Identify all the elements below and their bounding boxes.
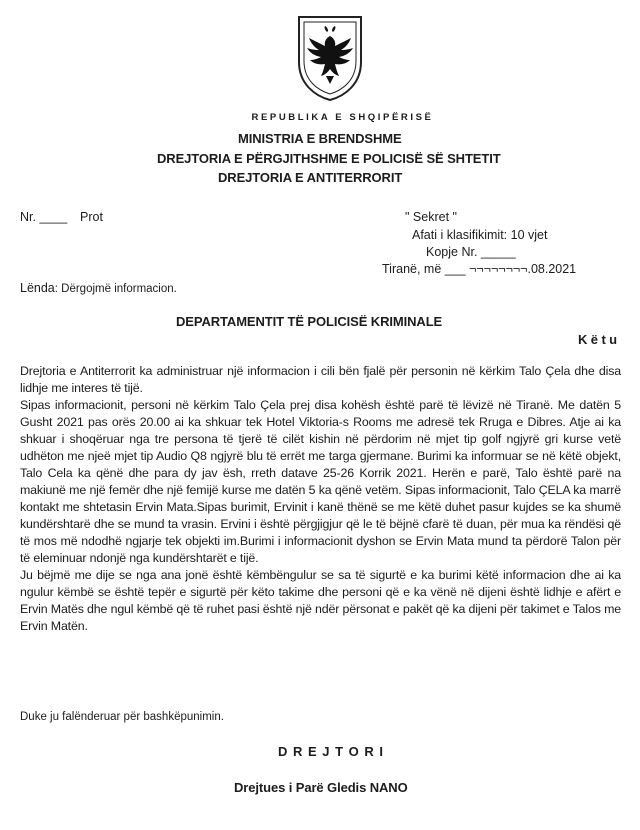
place-date: Tiranë, më ___ ¬¬¬¬¬¬¬¬.08.2021 [382,262,577,276]
signatory-name: Drejtues i Parë Gledis NANO [234,780,408,795]
reference-number: Nr. ____ [20,210,68,224]
letter-body [20,363,621,635]
body-paragraph-2: Sipas informacionit, personi në kërkim Talo Çela prej disa kohësh është parë të lëvizë në Tiranë. Me datën 5 Gusht 2021 pas orës 20.00 ai ka shkuar tek Hotel Viktoria-s Rooms me adresë tek Rruga e Dibres. Atje ai ka shkuar i shoqëruar nga tre persona të tjerë të cilët kishin në përdorim në mjet tip golf ngjyrë gri kurse vetë udhëton me njeë mjet tip Audio Q8 ngjyrë blu të errët me targa gjermane. Burimi ka informuar se në këtë objekt, Talo Cela ka qënë dhe para dy jav ësh, rreth datave 25-26 Korrik 2021. Herën e parë, Talo është parë na makiunë me një femër dhe një femijë kurse me datën 5 ka qënë vetëm. Sipas informacionit, Talo ÇELA ka marrë kontakt me shtetasin Ervin Mata.Sipas burimit, Ervinit i kanë thënë se me këtë duhet pasur kujdes se ka shumë kundërshtarë dhe se mund ta vrasin. Ervini i është përgjigjur që le të bëjnë cfarë të duan, për mua ka rëndësi që të mos më ndodhë ngjarje tek objekti im.Burimi i informacionit dyshon se Ervin Mata mund ta përdorë Talon për të eleminuar ndonjë nga kundërshtarët e tijë. [20,398,621,565]
directorate-name: DREJTORIA E ANTITERRORIT [218,170,403,185]
recipient-department: DEPARTAMENTIT TË POLICISË KRIMINALE [176,314,443,329]
closing-thanks: Duke ju falënderuar për bashkëpunimin. [20,711,224,723]
subject-line [20,279,177,297]
coat-of-arms-emblem [295,14,365,102]
copy-number: Kopje Nr. _____ [426,245,516,259]
subject-text: : Dërgojmë informacion. [54,283,177,295]
recipient-location: K ë t u [578,332,618,347]
classification-term: Afati i klasifikimit: 10 vjet [412,228,548,242]
ministry-name: MINISTRIA E BRENDSHME [238,131,402,146]
signature-title: D R E J T O R I [278,744,385,759]
body-paragraph-1: Drejtoria e Antiterrorit ka administruar një informacion i cili bën fjalë për personin në kërkim Talo Çela dhe disa lidhje me interes të tijë. [20,364,621,395]
subject-label: Lënda [20,281,55,295]
body-paragraph-3: Ju bëjmë me dije se nga ana jonë është këmbëngulur se sa të sigurtë e ka burimi këtë informacion dhe ai ka ngulur këmbë se është tepër e sigurtë për këto takime dhe personi që e ka vënë në dijeni është lidhje e afërt e Ervin Matës dhe ngul këmbë që të ruhet pasi është një ndër përsonat e pakët që ka dijeni për takimet e Talos me Ervin Matën. [20,568,621,633]
protocol-label: Prot [80,210,103,224]
classification-label: " Sekret " [405,210,457,224]
directorate-general-name: DREJTORIA E PËRGJITHSHME E POLICISË SË SHTETIT [157,151,501,166]
republic-name: REPUBLIKA E SHQIPËRISË [251,112,434,123]
